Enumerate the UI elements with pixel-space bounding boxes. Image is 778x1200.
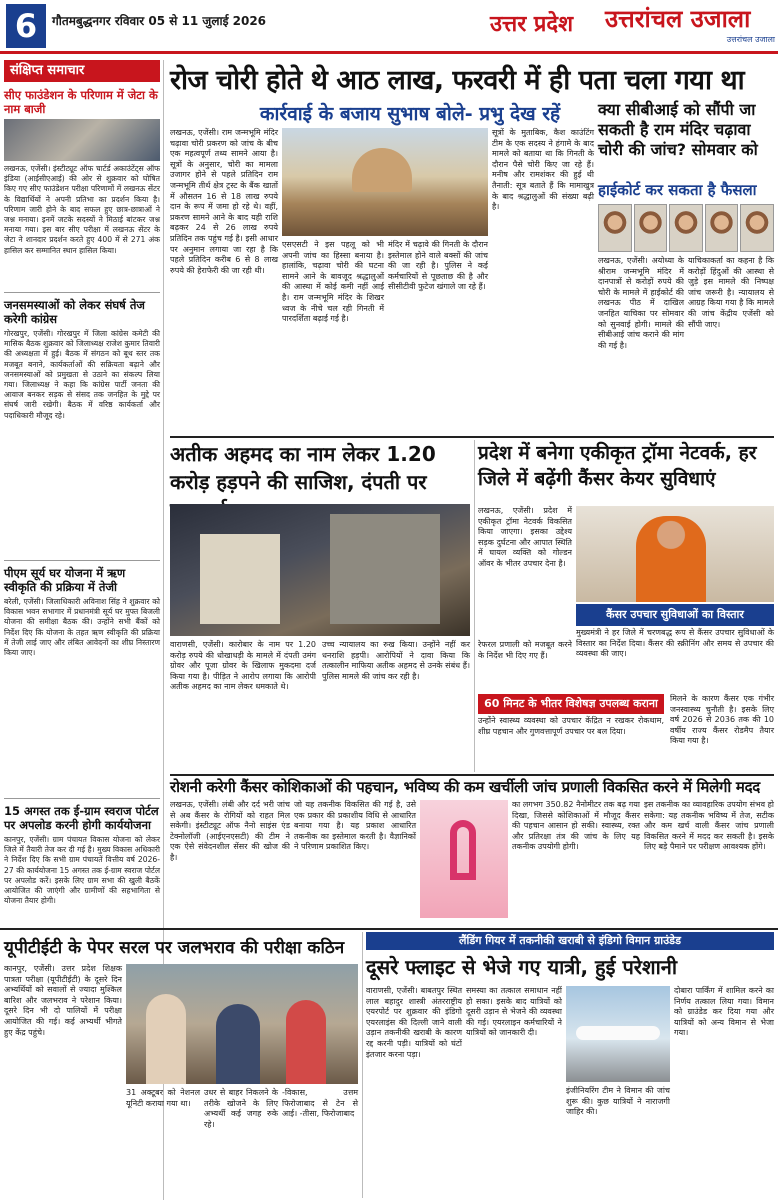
brief-photo [4,119,160,161]
portrait-photo [598,204,632,252]
trauma-headline: प्रदेश में बनेगा एकीकृत ट्रॉमा नेटवर्क, हर जिले में बढ़ेंगी कैंसर केयर सुविधाएं [478,442,757,490]
section-rule [0,928,778,930]
sidebar-subhead: हाईकोर्ट कर सकता है फैसला [598,181,757,199]
lead-subhead: कार्रवाई के बजाय सुभाष बोले- प्रभु देख रहें [259,103,561,125]
lead-column-3: मंदिर में चढ़ावे की गिनती के दौरान इस्तेमाल होने वाले बक्सों की जांच की जा रही है। पुलिस ने कई कर्मचारियों से पूछताछ की है और सीसीटीवी फुटेज खंगाले जा रहे हैं। [388,240,488,292]
lead-column-2: एसएसटी ने इस पहलू को भी अपनी जांच का हिस्सा बनाया है। हालांकि, चढ़ावा चोरी की घटना सामने आने के बावजूद श्रद्धालुओं की आस्था में कोई कमी नहीं आई है। राम जन्मभूमि मंदिर के शिखर ध्वज के नीचे चल रही गिनती में पारदर्शिता बढ़ाई गई है। [282,240,384,324]
portrait-photo [705,204,739,252]
flight-kicker: लैंडिंग गियर में तकनीकी खराबी से इंडिगो विमान ग्राउंडेड [366,932,774,950]
brief-item [4,88,160,288]
flight-column-2: समस्या का तत्काल समाधान नहीं हो सका। इसके बाद यात्रियों को दूसरी उड़ान से भेजने की व्यवस्था की गई। एयरलाइन कर्मचारियों ने यात्रियों को जानकारी दी। [466,986,562,1038]
trauma-column-2: मुख्यमंत्री ने हर जिले में चरणबद्ध रूप से कैंसर उपचार सुविधाओं के विस्तार का निर्देश दिया। कैंसर की स्क्रीनिंग और समय से उपचार की व्यवस्था की जाए। [576,628,774,659]
portrait-strip [598,204,774,252]
logo-text: उत्तरांचल उजाला [605,4,751,33]
brief-title: 15 अगस्त तक ई-ग्राम स्वराज पोर्टल पर अपलोड करनी होगी कार्ययोजना [4,804,159,832]
portrait-photo [740,204,774,252]
portrait-photo [634,204,668,252]
lead-headline: रोज चोरी होते थे आठ लाख, फरवरी में ही पता चला गया था [170,65,745,96]
logo-tagline: उत्तरांचल उजाला [726,35,775,44]
flight-column-4: दोबारा पार्किंग में शामिल करने का निर्णय तत्काल लिया गया। विमान को ग्राउंडेड कर दिया गया और यात्रियों को अन्य विमान से भेजा गया। [674,986,774,1038]
flight-column-3: इंजीनियरिंग टीम ने विमान की जांच शुरू की। कुछ यात्रियों ने नाराजगी जाहिर की। [566,1086,670,1117]
atiq-column-1: वाराणसी, एजेंसी। कारोबार के नाम पर 1.20 करोड़ रुपये की धोखाधड़ी के मामले में दंपती उमंग ग्रोवर और पूजा ग्रोवर के खिलाफ मुकदमा दर्ज किया गया है। पीड़ित ने आरोप लगाया कि आरोपी अतीक अहमद का नाम लेकर धमकाते थे। [170,640,316,692]
brief-title: जनसमस्याओं को लेकर संघर्ष तेज करेगी कांग्रेस [4,298,145,326]
section-label: उत्तर प्रदेश [490,12,574,37]
sidebar-column-2: याचिकाकर्ता का कहना है कि करोड़ों हिंदुओं की आस्था से जुड़े इस मामले की निष्पक्ष जांच जरूरी है। न्यायालय से आग्रह किया गया है कि मामले की जांच केंद्रीय एजेंसी को सौंपी जाए। [688,256,774,329]
masthead-logo [605,4,775,48]
specialist-subhead: 60 मिनट के भीतर विशेषज्ञ उपलब्ध कराना [478,694,664,714]
sidebar-headline: क्या सीबीआई को सौंपी जा सकती है राम मंदिर चढ़ावा चोरी की जांच? सोमवार को [598,100,758,159]
atiq-photo [170,504,470,636]
section-rule [170,436,774,438]
trauma-column-4: उन्होंने स्वास्थ्य व्यवस्था को उपचार केंद्रित न रखकर रोकथाम, शीघ्र पहचान और गुणवत्तापूर्ण उपचार पर बल दिया। [478,716,664,736]
uptet-column-4: -विकास, उत्तम फिरोजाबाद से टेन से आई। -तीसा, फिरोजाबाद [282,1088,358,1119]
brief-body: बरेली, एजेंसी। जिलाधिकारी अविनाश सिंह ने शुक्रवार को विकास भवन सभागार में प्रधानमंत्री सूर्य घर मुफ्त बिजली योजना की समीक्षा बैठक की। उन्होंने सभी बैंकों को निर्देश दिए कि योजना के तहत ऋण स्वीकृति की प्रक्रिया में तेजी लाई जाए और लंबित आवेदनों का शीघ्र निस्तारण किया जाए। [4,597,160,658]
brief-item [4,298,160,556]
column-rule [474,440,475,772]
atiq-headline: अतीक अहमद का नाम लेकर 1.20 करोड़ हड़पने की साजिश, दंपती पर [170,442,436,494]
trauma-column-3: रेफरल प्रणाली को मजबूत करने के निर्देश भी दिए गए हैं। [478,640,572,660]
page-number: 6 [6,4,46,48]
uptet-headline: यूपीटीईटी के पेपर सरल पर जलभराव की परीक्षा कठिन [4,938,345,958]
roshni-column-1: लखनऊ, एजेंसी। लंबी और दर्द भरी जांच से अब कैंसर के रोगियों को राहत मिल सकेगी। इंस्टीट्यूट ऑफ नैनो साइंस एंड टेक्नोलॉजी (आईएनएसटी) की टीम ने एक ऐसे संवेदनशील सेंसर की खोज की है। [170,800,290,862]
lead-column-1: लखनऊ, एजेंसी। राम जन्मभूमि मंदिर चढ़ावा चोरी प्रकरण को जांच के बीच एक महत्वपूर्ण तथ्य सामने आया है। सूत्रों के अनुसार, चोरी का मामला उजागर होने से पहले प्रतिदिन राम जन्मभूमि तीर्थ क्षेत्र ट्रस्ट के बैंक खातों में औसतन 16 से 18 लाख रुपये दान के रूप में जमा हो रहे थे। वहीं, प्रकरण सामने आने के बाद यही राशि बढ़कर 24 से 26 लाख रुपये प्रतिदिन तक पहुंच गई है। इसी आधार पर अनुमान लगाया जा रहा है कि पहले प्रतिदिन करीब 6 से 8 लाख रुपये की हेराफेरी की जा रही थी। [170,128,278,275]
dateline: गौतमबुद्धनगर रविवार 05 से 11 जुलाई 2026 [52,14,267,28]
trauma-column-5: मिलने के कारण कैंसर एक गंभीर जनस्वास्थ्य चुनौती है। इसके लिए वर्ष 2026 से 2036 तक की 10 वर्षीय राज्य कैंसर रोडमैप तैयार किया गया है। [670,694,774,746]
cancer-subhead: कैंसर उपचार सुविधाओं का विस्तार [576,604,774,626]
flood-photo [126,964,358,1084]
flight-headline: दूसरे फ्लाइट से भेजे गए यात्री, हुई परेशानी [366,955,678,979]
portrait-photo [669,204,703,252]
brief-body: लखनऊ, एजेंसी। इंस्टीट्यूट ऑफ चार्टर्ड अकाउंटेंट्स ऑफ इंडिया (आईसीएआई) की ओर से शुक्रवार को घोषित किए गए सीए फाउंडेशन परीक्षा परिणामों में लखनऊ सेंटर के विद्यार्थियों ने अपनी प्रतिभा का प्रदर्शन किया है। परिणाम जारी होने के बाद सफल हुए छात्र-छात्राओं ने जश्न मनाया। इनमें जटके सदस्यों ने मिठाई बांटकर जश्न मनाया गया। इस बार सीए परीक्षा में लखनऊ सेंटर के जेटा ने शानदार प्रदर्शन करते हुए 400 में से 271 अंक हासिल कर सम्मानित स्थान हासिल किया। [4,164,160,255]
flight-column-1: वाराणसी, एजेंसी। बाबतपुर स्थित लाल बहादुर शास्त्री अंतरराष्ट्रीय एयरपोर्ट पर शुक्रवार की इंडिगो एयरलाइंस की दिल्ली जाने वाली उड़ान तकनीकी खराबी के कारण रद्द करनी पड़ी। यात्रियों को घंटों इंतजार करना पड़ा। [366,986,462,1059]
trauma-column-1: लखनऊ, एजेंसी। प्रदेश में एकीकृत ट्रॉमा नेटवर्क विकसित किया जाएगा। इसका उद्देश्य सड़क दुर्घटना और आपात स्थिति में घायल व्यक्ति को गोल्डन ऑवर के भीतर उपचार देना है। [478,506,572,568]
brief-item [4,566,160,794]
atiq-column-2: उच्च न्यायालय का रुख किया। उन्होंने नहीं कर धनराशि हड़पी। आरोपियों ने दावा किया कि तत्कालीन माफिया अतीक अहमद से उनके संबंध हैं। पुलिस मामले की जांच कर रही है। [322,640,470,681]
roshni-column-2: जो यह तकनीक विकसित की गई है, उसे एक प्रकार की प्रकाशीय विधि से आधारित बनाया गया है। यह प्रकाश आधारित तकनीक का इस्तेमाल करती है। वैज्ञानिकों ने परिणाम प्रकाशित किए। [294,800,416,852]
divider [4,560,160,561]
uptet-column-1: कानपुर, एजेंसी। उत्तर प्रदेश शिक्षक पात्रता परीक्षा (यूपीटीईटी) के दूसरे दिन अभ्यर्थियों को सवालों से ज्यादा मुश्किल बारिश और जलभराव ने परेशान किया। दूसरे दिन भी दो पालियों में परीक्षा आयोजित की गई। कई अभ्यर्थी भीगते हुए केंद्र पहुंचे। [4,964,122,1037]
brief-body: कानपुर, एजेंसी। ग्राम पंचायत विकास योजना को लेकर जिले में तैयारी तेज कर दी गई है। मुख्य विकास अधिकारी ने निर्देश दिए कि सभी ग्राम पंचायतें वित्तीय वर्ष 2026-27 की कार्ययोजना 15 अगस्त तक ई-ग्राम स्वराज पोर्टल पर अपलोड करें। इसके लिए ग्राम सभा की खुली बैठकें आयोजित की जाएंगी और ग्रामीणों की सहभागिता से योजना तैयार होगी। [4,835,160,906]
column-rule [362,932,363,1198]
temple-photo [282,128,488,236]
divider [4,292,160,293]
uptet-column-3: उधर से बाहर निकलने के तरीके खोजने के लिए अभ्यर्थी कई जगह रुके रहे। [204,1088,278,1129]
brief-title: पीएम सूर्य घर योजना में ऋण स्वीकृति की प्रक्रिया में तेजी [4,566,126,594]
roshni-column-3: का लगभग 350.82 नैनोमीटर तक बढ़ गया दिखा, जिससे कोशिकाओं में मौजूद कैंसर की पहचान आसान हो सकी। स्वास्थ्य, रक्त और प्रतिरक्षा तंत्र की जांच के लिए यह तकनीक उपयोगी होगी। [512,800,640,852]
roshni-headline: रोशनी करेगी कैंसर कोशिकाओं की पहचान, भविष्य की कम खर्चीली जांच प्रणाली विकसित करने में मिलेगी मदद [170,778,760,796]
lead-column-4: सूत्रों के मुताबिक, कैश काउंटिंग टीम के एक सदस्य ने हंगामे के बाद मामले को बताया था कि गिनती के दौरान पैसे चोरी किए जा रहे हैं। मनीष और रामशंकर की हुई थी तैनाती: सूत्र बताते हैं कि मामाखुत्र के बाद श्रद्धालुओं की संख्या बढ़ी है। [492,128,594,212]
cm-photo [576,506,774,602]
uptet-column-2: 31 अक्टूबर को नेशनल यूनिटी कराया गया था। [126,1088,200,1108]
cancer-ribbon-photo [420,800,508,918]
brief-title: सीए फाउंडेशन के परिणाम में जेटा के नाम बाजी [4,88,158,116]
airport-photo [566,986,670,1082]
brief-item [4,804,160,928]
sidebar-column-1: लखनऊ, एजेंसी। अयोध्या के श्रीराम जन्मभूमि मंदिर में दानपात्रों से करोड़ों रुपये की चोरी के मामले में हाईकोर्ट की लखनऊ पीठ में दाखिल जनहित याचिका पर सोमवार को सुनवाई होगी। मामले की सीबीआई जांच कराने की मांग की गई है। [598,256,684,350]
brief-body: गोरखपुर, एजेंसी। गोरखपुर में जिला कांग्रेस कमेटी की मासिक बैठक शुक्रवार को जिलाध्यक्ष राजेश कुमार तिवारी की अध्यक्षता में हुई। बैठक में संगठन को बूथ स्तर तक मजबूत बनाने, कार्यकर्ताओं की सक्रियता बढ़ाने और जनसमस्याओं को प्रमुखता से उठाने का संकल्प लिया गया। जिलाध्यक्ष ने कहा कि कांग्रेस पार्टी जनता की आवाज बनकर सड़क से संसद तक जनहित के मुद्दे पर संघर्ष जारी रखेगी। बैठक में वरिष्ठ कार्यकर्ता और पदाधिकारी मौजूद रहे। [4,329,160,420]
roshni-column-4: इस तकनीक का व्यावहारिक उपयोग संभव हो सकेगा: यह तकनीक भविष्य में तेज, सटीक और कम खर्च वाली कैंसर जांच प्रणाली विकसित करने में मदद कर सकती है। इसके लिए बड़े पैमाने पर परीक्षण आवश्यक होंगे। [644,800,774,852]
divider [4,798,160,799]
briefs-label: संक्षिप्त समाचार [4,60,160,82]
